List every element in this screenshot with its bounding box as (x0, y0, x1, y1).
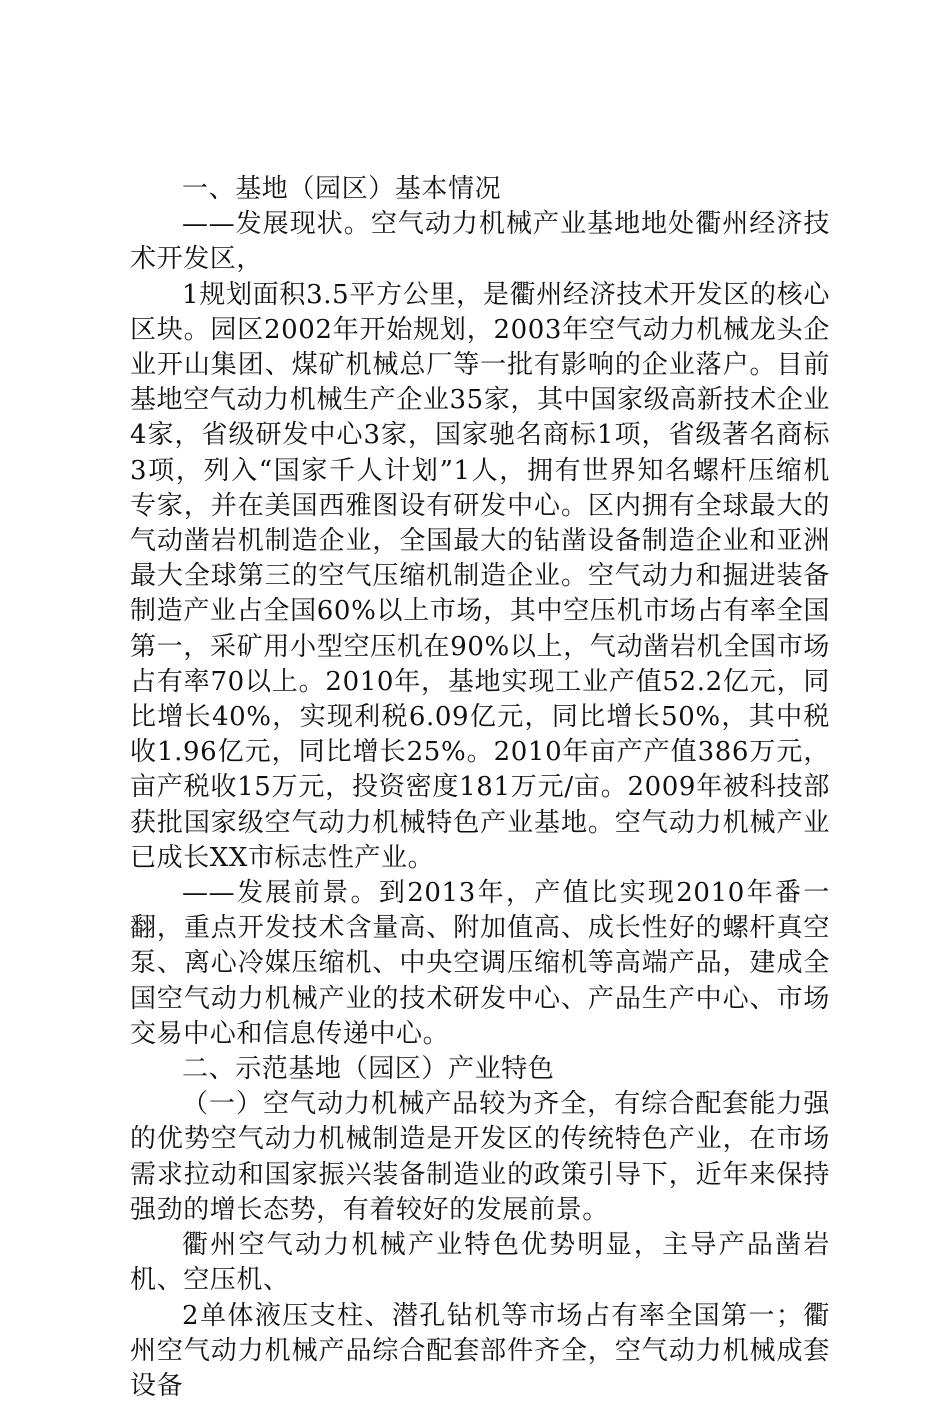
section-heading-basic-info: 一、基地（园区）基本情况 (130, 172, 830, 207)
paragraph-product-range: （一）空气动力机械产品较为齐全，有综合配套能力强的优势空气动力机械制造是开发区的传统特色产业，在市场需求拉动和国家振兴装备制造业的政策引导下，近年来保持强劲的增长态势，有着较好的发展前景。 (130, 1087, 830, 1228)
paragraph-planning-area: 1规划面积3.5平方公里，是衢州经济技术开发区的核心区块。园区2002年开始规划，2003年空气动力机械龙头企业开山集团、煤矿机械总厂等一批有影响的企业落户。目前基地空气动力机械生产企业35家，其中国家级高新技术企业4家，省级研发中心3家，国家驰名商标1项，省级著名商标3项，列入“国家千人计划”1人，拥有世界知名螺杆压缩机专家，并在美国西雅图设有研发中心。区内拥有全球最大的气动凿岩机制造企业，全国最大的钻凿设备制造企业和亚洲最大全球第三的空气压缩机制造企业。空气动力和掘进装备制造产业占全国60%以上市场，其中空压机市场占有率全国第一，采矿用小型空压机在90%以上，气动凿岩机全国市场占有率70以上。2010年，基地实现工业产值52.2亿元，同比增长40%，实现利税6.09亿元，同比增长50%，其中税收1.96亿元，同比增长25%。2010年亩产产值386万元，亩产税收15万元，投资密度181万元/亩。2009年被科技部获批国家级空气动力机械特色产业基地。空气动力机械产业已成长XX市标志性产业。 (130, 278, 830, 876)
paragraph-market-share: 2单体液压支柱、潜孔钻机等市场占有率全国第一；衢州空气动力机械产品综合配套部件齐全，空气动力机械成套设备 (130, 1299, 830, 1404)
paragraph-competitive-advantage: 衢州空气动力机械产业特色优势明显，主导产品凿岩机、空压机、 (130, 1228, 830, 1298)
section-heading-industry-features: 二、示范基地（园区）产业特色 (130, 1052, 830, 1087)
document-body (130, 172, 830, 1404)
paragraph-development-status: ——发展现状。空气动力机械产业基地地处衢州经济技术开发区， (130, 207, 830, 277)
paragraph-development-prospects: ——发展前景。到2013年，产值比实现2010年番一翻，重点开发技术含量高、附加值高、成长性好的螺杆真空泵、离心冷媒压缩机、中央空调压缩机等高端产品，建成全国空气动力机械产业的技术研发中心、产品生产中心、市场交易中心和信息传递中心。 (130, 876, 830, 1052)
